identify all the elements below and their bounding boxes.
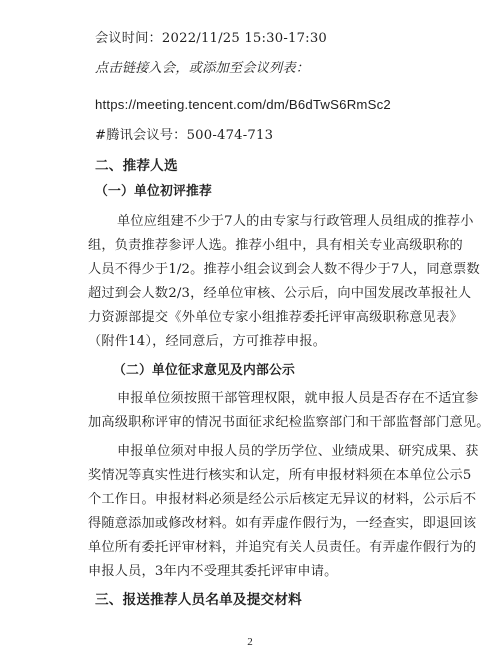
- section-2-title: 二、推荐人选: [95, 158, 178, 174]
- sub1-line-2: 组，负责推荐参评人选。推荐小组中，具有相关专业高级职称的: [88, 238, 463, 253]
- faint-watermark: [319, 51, 470, 96]
- sub2-para2-line-6: 申报人员，3年内不受理其委托评审申请。: [88, 564, 338, 579]
- sub1-line-1: 单位应组建不少于7人的由专家与行政管理人员组成的推荐小: [117, 214, 474, 229]
- sub1-line-5: 力资源部提交《外单位专家小组推荐委托评审高级职称意见表》: [88, 310, 463, 325]
- meeting-url[interactable]: https://meeting.tencent.com/dm/B6dTwS6RmSc2: [95, 97, 391, 112]
- sub2-para2-line-3: 个工作日。申报材料必须是经公示后核定无异议的材料，公示后不: [88, 492, 477, 507]
- sub1-line-3: 人员不得少于1/2。推荐小组会议到会人数不得少于7人，同意票数: [88, 262, 480, 277]
- sub2-para2-line-2: 奖情况等真实性进行核实和认定，所有申报材料须在本单位公示5: [88, 468, 472, 483]
- sub1-line-6: （附件14），经同意后，方可推荐申报。: [88, 334, 327, 349]
- section-3-title: 三、报送推荐人员名单及提交材料: [95, 592, 302, 608]
- sub2-para2-line-4: 得随意添加或修改材料。如有弄虚作假行为，一经查实，即退回该: [88, 516, 477, 531]
- subsection-1-title: （一）单位初评推荐: [95, 184, 212, 199]
- page-number: 2: [247, 636, 253, 648]
- meeting-join-hint: 点击链接入会，或添加至会议列表：: [95, 61, 310, 76]
- meeting-number: #腾讯会议号：500-474-713: [95, 128, 274, 143]
- meeting-time: 会议时间：2022/11/25 15:30-17:30: [95, 31, 328, 46]
- sub1-line-4: 超过到会人数2/3，经单位审核、公示后，向中国发展改革报社人: [88, 286, 472, 301]
- sub2-para1-line-1: 申报单位须按照干部管理权限，就申报人员是否存在不适宜参: [117, 391, 479, 406]
- sub2-para1-line-2: 加高级职称评审的情况书面征求纪检监察部门和干部监督部门意见。: [88, 415, 490, 430]
- sub2-para2-line-1: 申报单位须对申报人员的学历学位、业绩成果、研究成果、获: [117, 444, 479, 459]
- sub2-para2-line-5: 单位所有委托评审材料，并追究有关人员责任。有弄虚作假行为的: [88, 540, 477, 555]
- subsection-2-title: （二）单位征求意见及内部公示: [113, 363, 295, 378]
